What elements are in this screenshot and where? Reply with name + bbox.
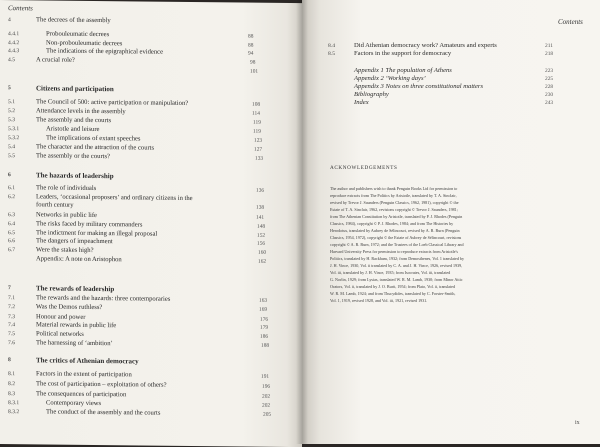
acknowledgements-heading: ACKNOWLEDGEMENTS [330, 165, 398, 171]
acknowledgements-line: reproduce extracts from The Politics by Aristotle, translated by T. A. Sinclair, [330, 193, 457, 198]
page-number: 243 [545, 100, 554, 106]
page-number: 205 [263, 411, 272, 418]
section-number: 8.3.2 [8, 409, 20, 416]
acknowledgements-line: Vol. 1, 1919, revised 1928, and Vol. iii, 1921, revised 1931. [330, 298, 428, 303]
entry-title: The indictment for making an illegal proposal [36, 229, 158, 238]
section-number: 6.7 [8, 247, 15, 254]
page-number: 127 [254, 146, 263, 153]
entry-title: The conduct of the assembly and the courts [46, 408, 161, 417]
page-number: ix [575, 420, 580, 426]
entry-title: Leaders, ‘occasional proposers’ and ordinary citizens in the [36, 193, 193, 203]
page-number: 123 [254, 137, 263, 144]
acknowledgements-line: copyright © A. R. Burn, 1972; and the Trustees of the Loeb Classical Library and [330, 242, 464, 247]
page-number: 94 [248, 50, 254, 57]
page-number: 218 [545, 51, 554, 57]
page-number: 148 [257, 223, 266, 230]
contents-entry [0, 255, 300, 267]
contents-entry [302, 50, 600, 59]
page-number: 228 [545, 84, 554, 90]
entry-title: Material rewards in public life [36, 321, 117, 330]
entry-title: The cost of participation – exploitation of others? [36, 380, 167, 389]
acknowledgements-line: The author and publishers wish to thank Penguin Books Ltd for permission to [330, 186, 458, 191]
chapter-heading [0, 84, 300, 96]
section-number: 8.4 [328, 43, 335, 49]
entry-title: The implications of extant speeches [46, 134, 141, 143]
section-number: 6.2 [8, 194, 15, 201]
section-number: 7.6 [8, 340, 15, 347]
page-number: 162 [258, 258, 267, 265]
entry-title: Factors in the extent of participation [36, 370, 132, 379]
section-number: 7.1 [8, 295, 15, 302]
acknowledgements-line: Harvard University Press for permission to reproduce extracts from Aristotle's [330, 249, 458, 254]
contents-entry [0, 65, 300, 77]
page-number: 136 [256, 187, 265, 194]
entry-title: A crucial role? [36, 56, 75, 64]
section-number: 4.4.2 [8, 40, 20, 47]
section-number: 7.5 [8, 331, 15, 338]
section-number: 5.3.1 [8, 126, 20, 133]
section-number: 6 [8, 172, 11, 179]
section-number: 6.6 [8, 238, 15, 245]
page-number: 225 [545, 76, 554, 82]
chapter-heading [0, 356, 300, 368]
page-number: 211 [545, 43, 553, 49]
entry-title: The critics of Athenian democracy [36, 356, 139, 366]
section-number: 4.4.1 [8, 31, 20, 38]
entry-title: The risks faced by military commanders [36, 220, 143, 229]
section-number: 5.3 [8, 117, 15, 124]
section-number: 4.4.3 [8, 48, 20, 55]
entry-title: The rewards of leadership [36, 284, 115, 294]
acknowledgements-line: G. Norlin, 1929; from Lysias, translated W. R. M. Lamb, 1930; from Minor Attic [330, 277, 463, 282]
contents-entry [0, 339, 300, 351]
page-number: 152 [257, 232, 266, 239]
page-number: 138 [256, 204, 265, 211]
section-number: 6.4 [8, 221, 15, 228]
section-number: 5.4 [8, 144, 15, 151]
page-number: 163 [259, 297, 268, 304]
acknowledgements-line: Herodotus, translated by Aubrey de Sélincourt, revised by A. R. Burn (Penguin [330, 228, 460, 233]
section-number: 6.1 [8, 185, 15, 192]
section-number: 8.5 [328, 51, 335, 57]
section-number: 8.3 [8, 391, 15, 398]
section-number: 5 [8, 85, 11, 92]
page-header: Contents [8, 4, 33, 13]
page-number: 202 [262, 393, 271, 400]
page-number: 133 [255, 155, 264, 162]
page-number: 156 [257, 240, 266, 247]
page-number: 186 [260, 333, 269, 340]
entry-title: Honour and power [36, 313, 86, 321]
entry-title: Bibliography [354, 91, 389, 98]
entry-title: fourth century [36, 201, 74, 209]
contents-entry [0, 16, 300, 28]
entry-title: Appendix 1 The population of Athens [354, 67, 452, 74]
entry-title: Non-probouleumatic decrees [46, 39, 123, 48]
entry-title: The indications of the epigraphical evidence [46, 47, 163, 56]
page-number: 88 [248, 42, 254, 49]
acknowledgements-line: from The Athenian Constitution by Aristotle, translated by P. J. Rhodes (Penguin [330, 214, 463, 219]
section-number: 7.2 [8, 304, 15, 311]
page-number: 98 [250, 59, 256, 66]
entry-title: Index [354, 99, 369, 106]
section-number: 7.3 [8, 314, 15, 321]
entry-title: Appendix 3 Notes on three constitutional matters [354, 83, 484, 90]
contents-entry [302, 99, 600, 108]
page-number: 108 [252, 101, 261, 108]
entry-title: The dangers of impeachment [36, 237, 113, 246]
acknowledgements-line: revised by Trevor J. Saunders (Penguin Classics, 1962, 1981), copyright © the [330, 200, 459, 205]
entry-title: Did Athenian democracy work? Amateurs and experts [354, 42, 497, 49]
section-number: 8.1 [8, 371, 15, 378]
chapter-heading [0, 171, 300, 183]
page-number: 202 [262, 402, 271, 409]
acknowledgements-line: J. H. Vince, 1930, Vol. ii translated by C. A. and J. H. Vince, 1926, revised 1939, [330, 263, 463, 268]
page-number: 119 [253, 119, 261, 126]
section-number: 4 [8, 17, 11, 24]
acknowledgements-line: Estate of T. A. Sinclair, 1962, revisions copyright © Trevor J. Saunders, 1981; [330, 207, 458, 212]
section-number: 5.3.2 [8, 135, 20, 142]
entry-title: Appendix: A note on Aristophon [36, 255, 122, 264]
page-number: 188 [261, 342, 270, 349]
page-number: 88 [248, 33, 254, 40]
entry-title: Attendance levels in the assembly [36, 107, 126, 116]
entry-title: The role of individuals [36, 184, 97, 193]
page-number: 196 [262, 383, 271, 390]
section-number: 8.3.1 [8, 400, 20, 407]
entry-title: The character and the attraction of the courts [36, 143, 155, 152]
acknowledgements-line: Orators, Vol. ii, translated by J. O. Burtt, 1954; from Plato, Vol. ii, translated [330, 284, 456, 289]
entry-title: Was the Demos ruthless? [36, 303, 103, 312]
acknowledgements-line: W. R. M. Lamb, 1924; and from Thucydides, translated by C. Forster-Smith, [330, 291, 456, 296]
acknowledgements-line: Classics, 1954, 1972), copyright © the Estate of Aubrey de Sélincourt, revisions [330, 235, 462, 240]
entry-title: The harnessing of ‘ambition’ [36, 339, 113, 348]
section-number: 5.1 [8, 99, 15, 106]
entry-title: Were the stakes high? [36, 246, 94, 254]
entry-title: The hazards of leadership [36, 171, 114, 181]
page-number: 119 [253, 128, 261, 135]
entry-title: Networks in public life [36, 211, 97, 220]
section-number: 6.3 [8, 212, 15, 219]
page-number: 230 [545, 92, 554, 98]
entry-title: The assembly and the courts [36, 116, 112, 125]
section-number: 8 [8, 357, 11, 364]
page-number: 223 [545, 68, 554, 74]
entry-title: The rewards and the hazards: three contemporaries [36, 294, 171, 303]
page-number: 160 [258, 249, 267, 256]
entry-title: The consequences of participation [36, 390, 127, 399]
page-number: 179 [260, 324, 269, 331]
section-number: 7.4 [8, 322, 15, 329]
entry-title: Probouleumatic decrees [46, 30, 110, 39]
section-number: 4.5 [8, 57, 15, 64]
contents-entry [0, 408, 300, 420]
entry-title: Aristotle and leisure [46, 125, 100, 134]
section-number: 7 [8, 285, 11, 292]
entry-title: Factors in the support for democracy [354, 50, 452, 57]
page-number: 101 [250, 68, 259, 75]
page-number: 176 [260, 316, 269, 323]
entry-title: Citizens and participation [36, 84, 114, 94]
section-number: 5.2 [8, 108, 15, 115]
entry-title: The decrees of the assembly [36, 16, 111, 25]
acknowledgements-line: Vol. iii, translated by J. H. Vince, 1935; from Isocrates, Vol. iii, translated [330, 270, 451, 275]
page-number: 114 [252, 110, 260, 117]
page-header: Contents [558, 18, 583, 26]
page-number: 169 [259, 306, 268, 313]
entry-title: Appendix 2 ‘Working days’ [354, 75, 426, 82]
entry-title: Political networks [36, 330, 84, 338]
entry-title: Contemporary views [46, 399, 102, 408]
section-number: 5.5 [8, 153, 15, 160]
contents-entry [0, 152, 300, 164]
entry-title: The Council of 500: active participation or manipulation? [36, 98, 189, 107]
acknowledgements-line: Politics, translated by H. Rackham, 1932; from Demosthenes, Vol. 1 translated by [330, 256, 465, 261]
section-number: 8.2 [8, 381, 15, 388]
acknowledgements-line: Classics, 1984), copyright © P. J. Rhodes, 1984; and from The Histories by [330, 221, 454, 226]
right-page [302, 0, 600, 444]
entry-title: The assembly or the courts? [36, 152, 110, 161]
page-number: 191 [261, 373, 270, 380]
page-number: 141 [256, 214, 265, 221]
section-number: 6.5 [8, 230, 15, 237]
